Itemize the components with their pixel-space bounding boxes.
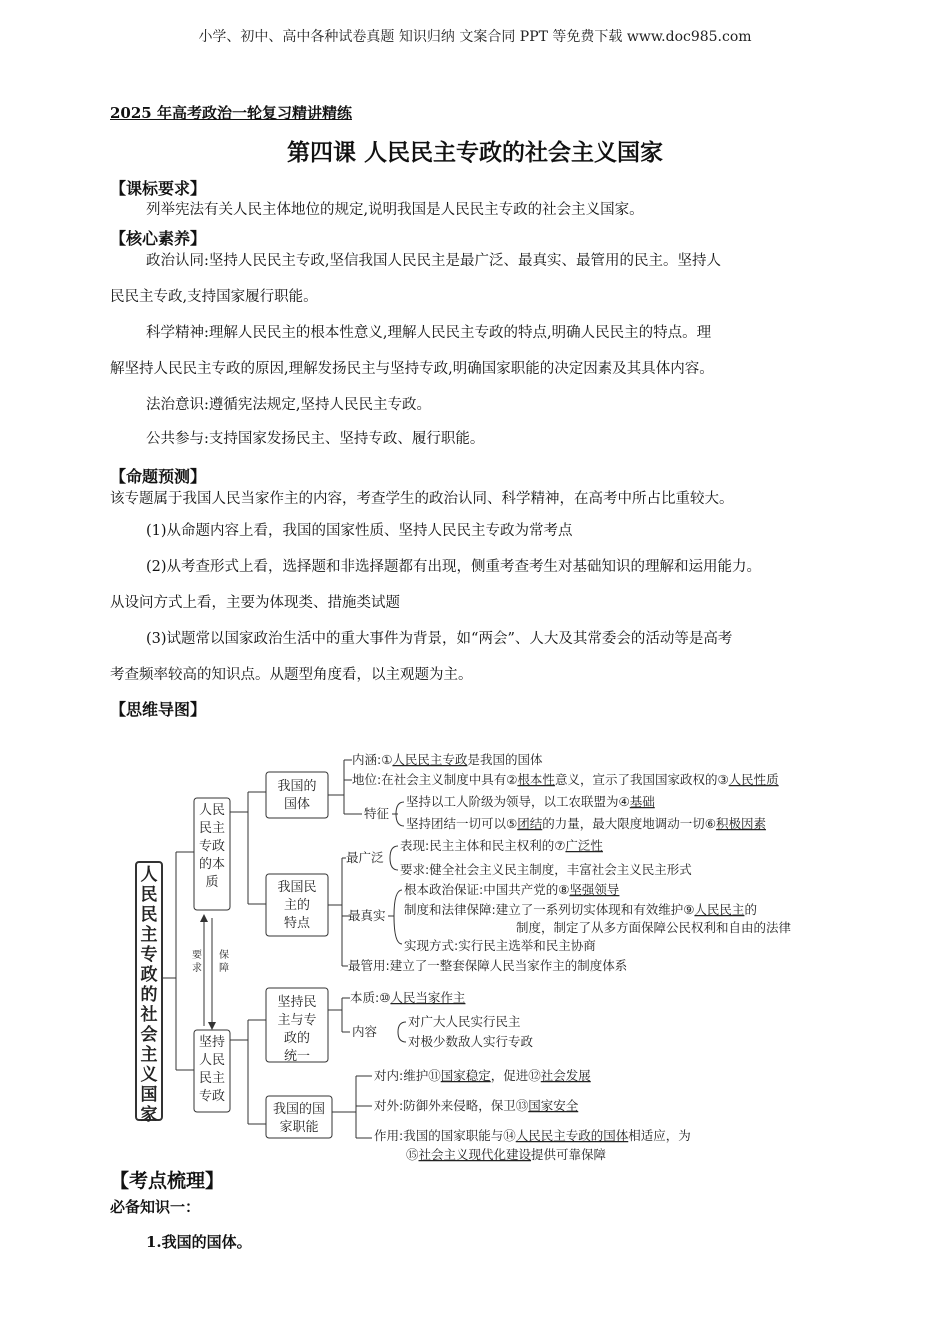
zhineng-label: 我国的国家职能 — [272, 1102, 326, 1135]
page-header: 小学、初中、高中各种试卷真题 知识归纳 文案合同 PPT 等免费下载 www.doc985.com — [198, 29, 752, 45]
guoti-label: 我国的国体 — [277, 779, 317, 812]
tezheng-line-1: 坚持以工人阶级为领导，以工农联盟为④基础 — [406, 794, 655, 809]
benzhi-line: 本质:⑩人民当家作主 — [350, 990, 466, 1005]
duinei-line: 对内:维护⑪国家稳定，促进⑫社会发展 — [374, 1068, 591, 1083]
diwei-line: 地位:在社会主义制度中具有②根本性意义，宣示了我国国家政权的③人民性质 — [352, 772, 779, 787]
yaoqiu-line: 要求:健全社会主义民主制度，丰富社会主义民主形式 — [400, 862, 692, 877]
genben-line: 根本政治保证:中国共产党的⑧坚强领导 — [404, 882, 620, 897]
nature-label: 人民民主专政的本质 — [198, 803, 226, 890]
zuoyong-line-2: ⑮社会主义现代化建设提供可靠保障 — [406, 1147, 607, 1162]
mingti-line: 考查频率较高的知识点。从题型角度看，以主观题为主。 — [110, 667, 473, 683]
section-heading-kebiao: 【课标要求】 — [110, 179, 207, 198]
mingti-line: 从设问方式上看，主要为体现类、措施类试题 — [110, 595, 400, 611]
neirong-line-2: 对极少数敌人实行专政 — [408, 1034, 534, 1049]
relation-guarantee: 保障 — [219, 950, 229, 974]
neihan-line: 内涵:①人民民主专政是我国的国体 — [352, 752, 543, 767]
mingti-line: 该专题属于我国人民当家作主的内容，考查学生的政治认同、科学精神，在高考中所占比重较大。 — [110, 491, 734, 507]
section-heading-hexin: 【核心素养】 — [110, 229, 207, 248]
biaoxian-line: 表现:民主主体和民主权利的⑦广泛性 — [400, 838, 603, 853]
hexin-line: 政治认同:坚持人民民主专政,坚信我国人民民主是最广泛、最真实、最管用的民主。坚持人 — [146, 253, 721, 269]
zuiguanyong-line: 最管用:建立了一整套保障人民当家作主的制度体系 — [348, 958, 628, 973]
mingti-line: (2)从考查形式上看，选择题和非选择题都有出现，侧重考查考生对基础知识的理解和运用能力。 — [146, 559, 762, 575]
zuizhenshi-label: 最真实 — [348, 908, 386, 923]
hexin-line: 公共参与:支持国家发扬民主、坚持专政、履行职能。 — [146, 431, 485, 447]
section-heading-mindmap: 【思维导图】 — [110, 700, 207, 719]
neirong-label: 内容 — [352, 1024, 378, 1039]
mind-map — [130, 740, 890, 1165]
mingti-line: (1)从命题内容上看，我国的国家性质、坚持人民民主专政为常考点 — [146, 523, 573, 539]
hexin-line: 解坚持人民民主专政的原因,理解发扬民主与坚持专政,明确国家职能的决定因素及其具体内容。 — [110, 361, 714, 377]
kaodian-sub: 必备知识一： — [110, 1198, 201, 1216]
root-label: 人民民主专政的社会主义国家 — [140, 865, 158, 1125]
hexin-line: 民民主专政,支持国家履行职能。 — [110, 289, 318, 305]
neirong-line-1: 对广大人民实行民主 — [408, 1014, 521, 1029]
hexin-line: 法治意识:遵循宪法规定,坚持人民民主专政。 — [146, 397, 431, 413]
zuoyong-line-1: 作用:我国的国家职能与⑭人民民主专政的国体相适应，为 — [374, 1128, 691, 1143]
kaodian-item: 1.我国的国体。 — [146, 1233, 252, 1251]
zhidu-line-2: 制度，制定了从多方面保障公民权利和自由的法律 — [516, 920, 792, 935]
kebiao-text: 列举宪法有关人民主体地位的规定,说明我国是人民民主专政的社会主义国家。 — [146, 202, 644, 218]
shixian-line: 实现方式:实行民主选举和民主协商 — [404, 938, 596, 953]
mingti-line: (3)试题常以国家政治生活中的重大事件为背景，如“两会”、人大及其常委会的活动等是高考 — [146, 631, 733, 647]
tezheng-label: 特征 — [364, 806, 390, 821]
duiwai-line: 对外:防御外来侵略，保卫⑬国家安全 — [374, 1098, 579, 1113]
tezheng-line-2: 坚持团结一切可以⑤团结的力量，最大限度地调动一切⑥积极因素 — [406, 816, 766, 831]
section-heading-mingti: 【命题预测】 — [110, 467, 207, 486]
tongyi-label: 坚持民主与专政的统一 — [277, 995, 317, 1064]
zuiguangfan-label: 最广泛 — [346, 850, 384, 865]
section-heading-kaodian: 【考点梳理】 — [110, 1170, 225, 1192]
zhidu-line-1: 制度和法律保障:建立了一系列切实体现和有效维护⑨人民民主的 — [404, 902, 757, 917]
relation-require: 要求 — [192, 950, 202, 974]
lesson-title: 第四课 人民民主专政的社会主义国家 — [286, 140, 663, 166]
persist-label: 坚持人民民主专政 — [198, 1035, 226, 1104]
minzhu-label: 我国民主的特点 — [277, 880, 317, 931]
hexin-line: 科学精神:理解人民民主的根本性意义,理解人民民主专政的特点,明确人民民主的特点。理 — [146, 325, 712, 341]
document-subtitle: 2025 年高考政治一轮复习精讲精练 — [110, 104, 352, 122]
